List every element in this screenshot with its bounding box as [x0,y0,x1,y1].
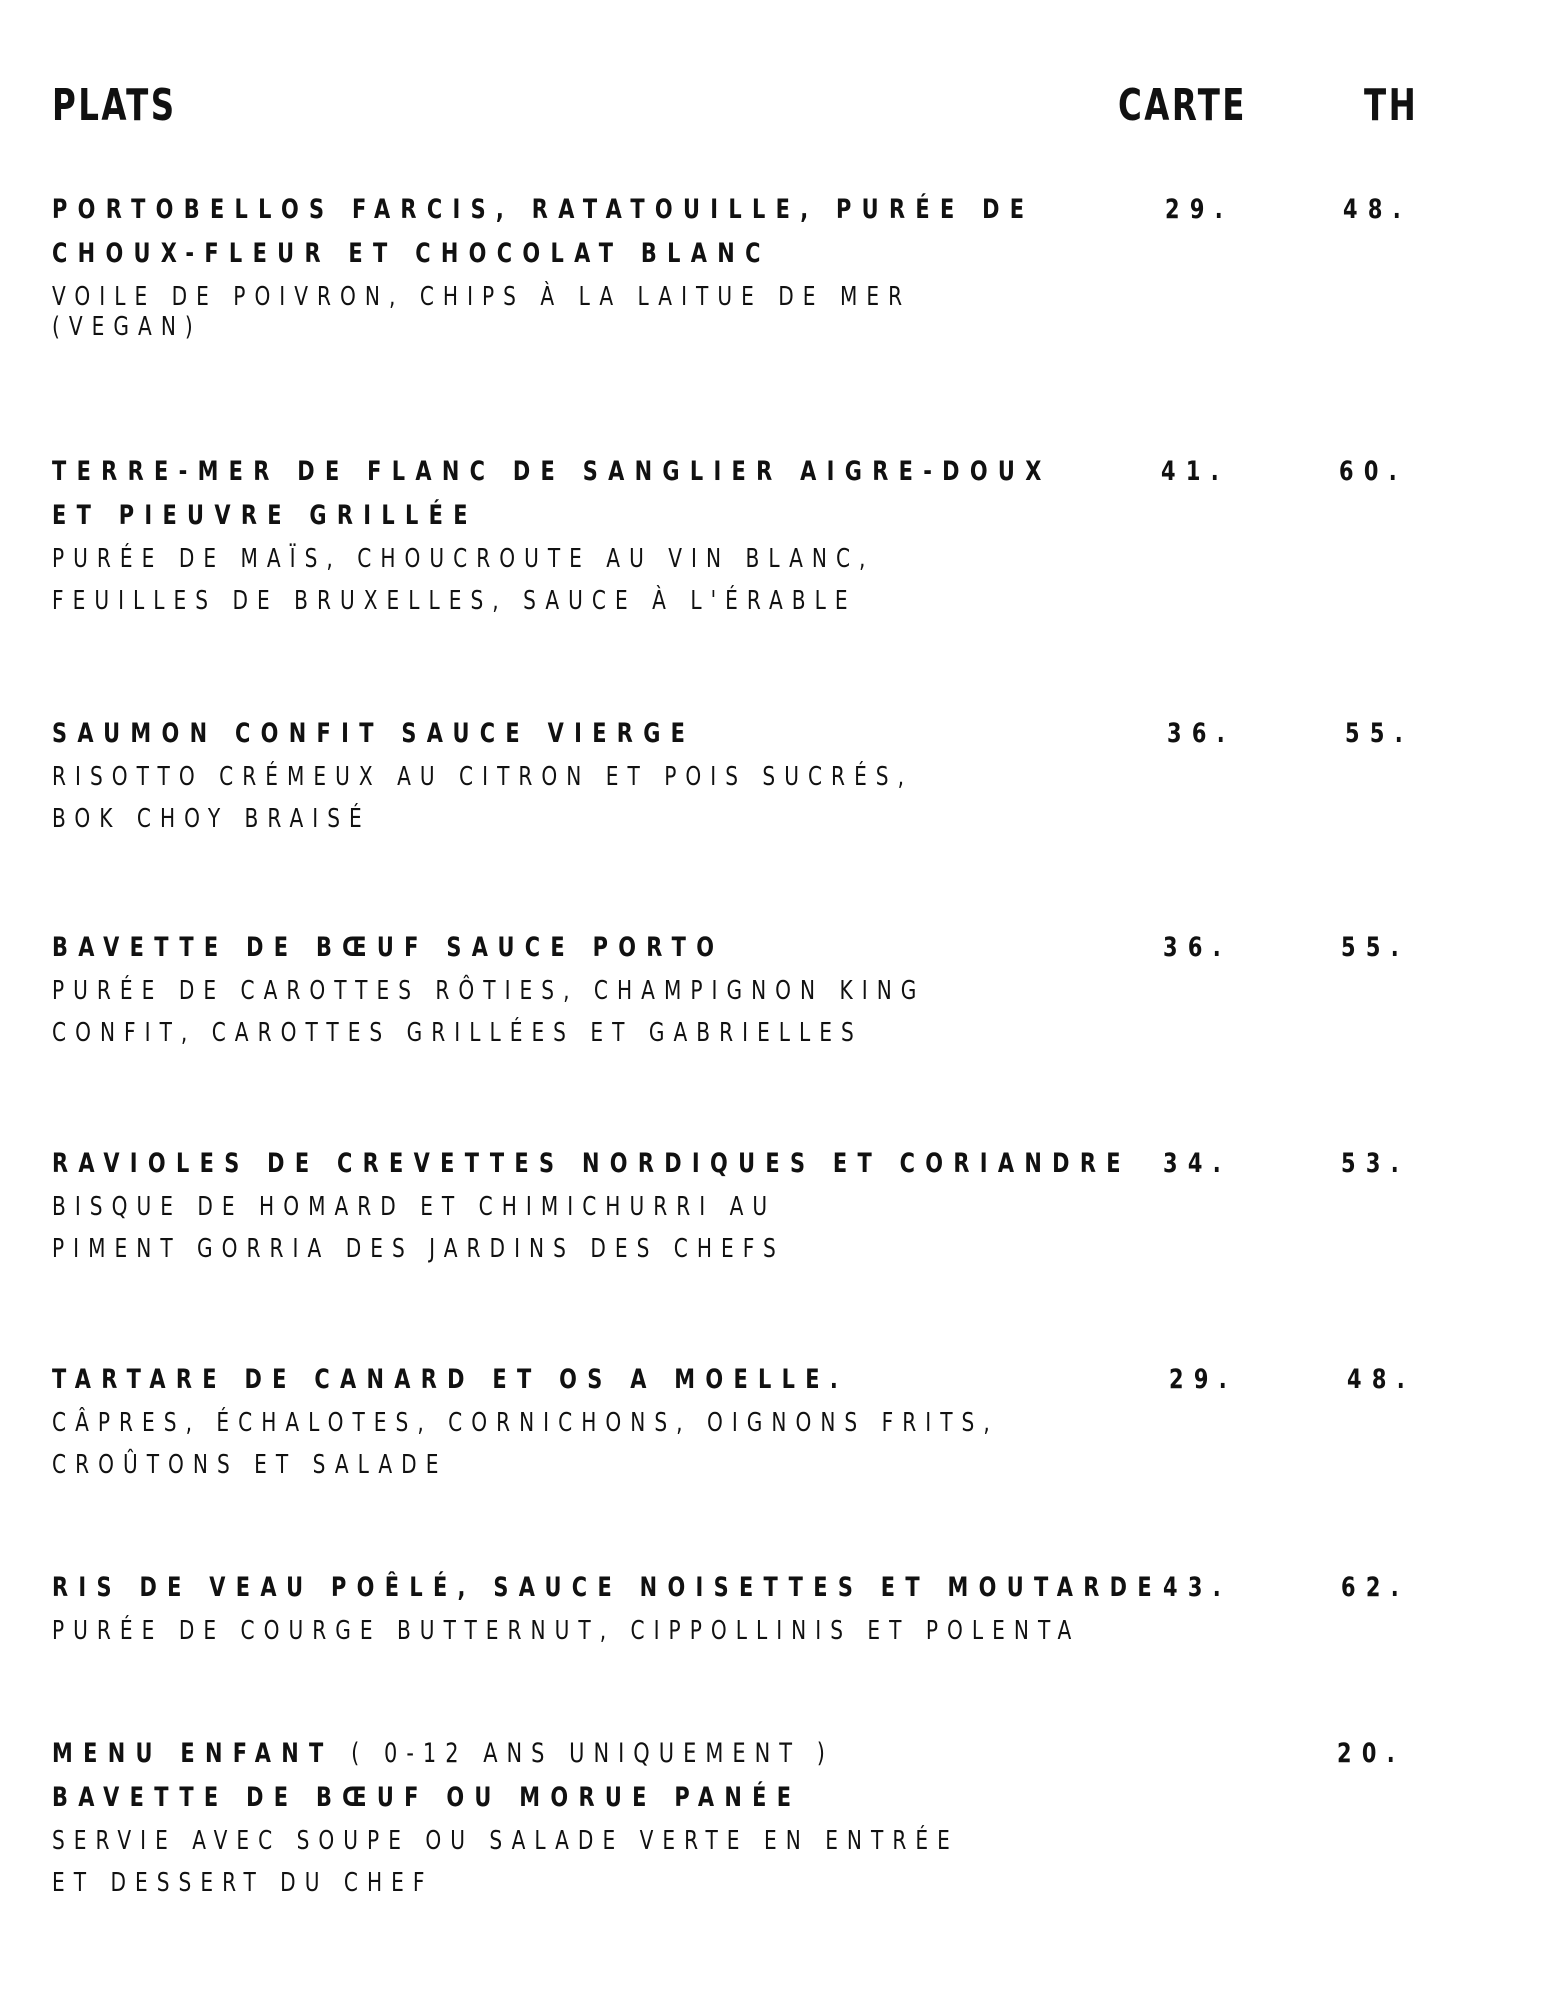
dish-title: BAVETTE DE BŒUF SAUCE PORTO [52,932,725,963]
menu-item [52,188,1492,348]
column-header-th: TH [1364,80,1419,131]
price-th: 48. [1343,194,1411,225]
price-carte: 29. [1165,194,1233,225]
menu-item [52,712,1492,840]
price-th: 20. [1337,1738,1405,1769]
price-th: 53. [1341,1148,1409,1179]
dish-description: PURÉE DE COURGE BUTTERNUT, CIPPOLLINIS ET POLENTA [52,1616,1081,1646]
menu-item [52,1142,1492,1270]
dish-title: TARTARE DE CANARD ET OS A MOELLE. [52,1364,849,1395]
kids-menu [52,1732,1492,1904]
dish-title: CHOUX-FLEUR ET CHOCOLAT BLANC [52,238,771,269]
kids-menu-title: MENU ENFANT [52,1738,334,1769]
dish-description: RISOTTO CRÉMEUX AU CITRON ET POIS SUCRÉS, [52,762,914,792]
menu-item [52,1566,1492,1652]
dish-description: VOILE DE POIVRON, CHIPS À LA LAITUE DE MER [52,282,912,312]
dish-description: (VEGAN) [52,312,202,342]
price-th: 48. [1347,1364,1415,1395]
dish-title: BAVETTE DE BŒUF OU MORUE PANÉE [52,1782,802,1813]
dish-description: BOK CHOY BRAISÉ [52,804,371,834]
dish-description: CÂPRES, ÉCHALOTES, CORNICHONS, OIGNONS FRITS, [52,1408,999,1438]
dish-description: CROÛTONS ET SALADE [52,1450,448,1480]
menu-item [52,450,1492,622]
dish-description: ET DESSERT DU CHEF [52,1868,434,1898]
dish-description: FEUILLES DE BRUXELLES, SAUCE À L'ÉRABLE [52,586,857,616]
menu-item [52,926,1492,1054]
dish-title: TERRE-MER DE FLANC DE SANGLIER AIGRE-DOUX [52,456,1052,487]
price-th: 55. [1345,718,1413,749]
price-carte: 29. [1169,1364,1237,1395]
dish-title: PORTOBELLOS FARCIS, RATATOUILLE, PURÉE DE [52,194,1035,225]
price-carte: 41. [1161,456,1229,487]
menu-item [52,1358,1492,1486]
price-th: 55. [1341,932,1409,963]
dish-description: PURÉE DE CAROTTES RÔTIES, CHAMPIGNON KING [52,976,926,1006]
dish-description: CONFIT, CAROTTES GRILLÉES ET GABRIELLES [52,1018,863,1048]
dish-title: RIS DE VEAU POÊLÉ, SAUCE NOISETTES ET MOUTARDE [52,1572,1162,1603]
section-title: PLATS [52,80,177,131]
price-th: 62. [1341,1572,1409,1603]
price-carte: 36. [1163,932,1231,963]
price-carte: 34. [1163,1148,1231,1179]
dish-description: PIMENT GORRIA DES JARDINS DES CHEFS [52,1234,785,1264]
price-carte: 43. [1163,1572,1231,1603]
dish-description: SERVIE AVEC SOUPE OU SALADE VERTE EN ENTRÉE [52,1826,959,1856]
dish-description: PURÉE DE MAÏS, CHOUCROUTE AU VIN BLANC, [52,544,875,574]
dish-description: BISQUE DE HOMARD ET CHIMICHURRI AU [52,1192,777,1222]
dish-title: RAVIOLES DE CREVETTES NORDIQUES ET CORIANDRE [52,1148,1131,1179]
column-header-carte: CARTE [1118,80,1247,131]
kids-menu-age-note: ( 0-12 ANS UNIQUEMENT ) [351,1738,834,1769]
kids-menu-heading [52,1732,1290,1776]
dish-title: SAUMON CONFIT SAUCE VIERGE [52,718,696,749]
dish-title: ET PIEUVRE GRILLÉE [52,500,478,531]
price-carte: 36. [1167,718,1235,749]
price-th: 60. [1339,456,1407,487]
